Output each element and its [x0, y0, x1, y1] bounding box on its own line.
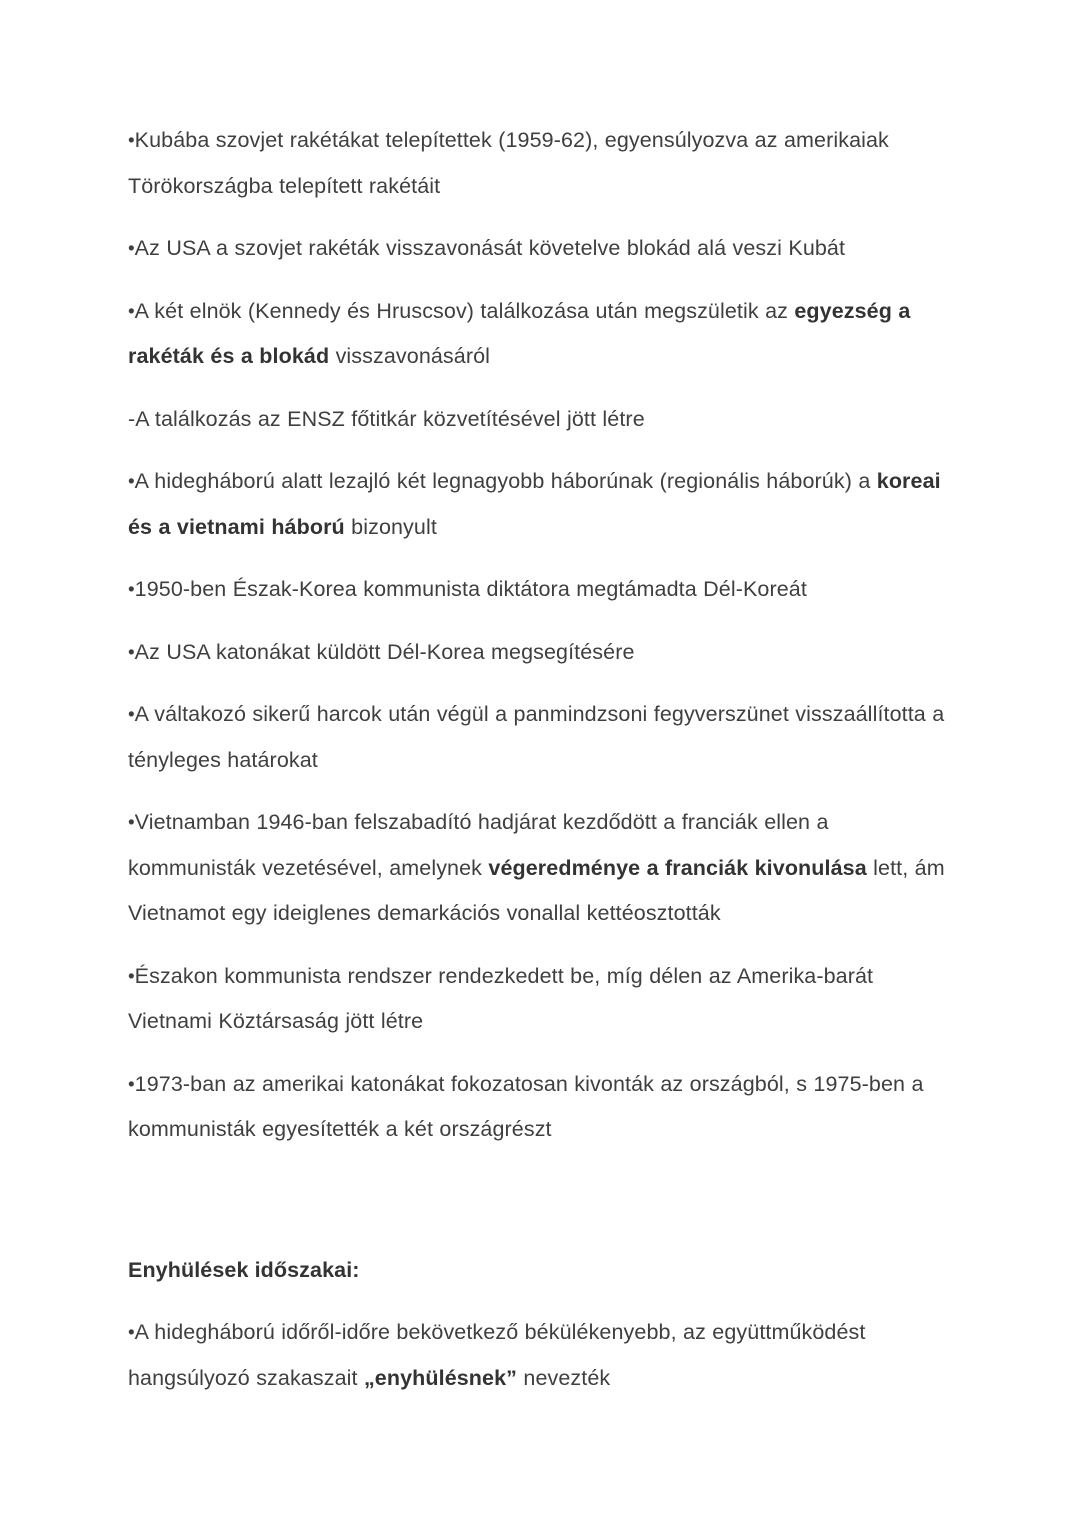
body-text-run: Északon kommunista rendszer rendezkedett be, míg délen az Amerika-barát Vietnami Köztársaság jött létre — [128, 963, 874, 1033]
body-text-run: Az USA a szovjet rakéták visszavonását követelve blokád alá veszi Kubát — [134, 236, 846, 260]
emphasis-text-run: egyezség a rakéták és a blokád — [128, 298, 911, 368]
body-text-run: 1973-ban az amerikai katonákat fokozatosan kivonták az országból, s 1975-ben a kommunisták egyesítették a két országrészt — [128, 1071, 924, 1141]
bullet-icon: • — [128, 1074, 135, 1095]
body-text-run: 1950-ben Észak-Korea kommunista diktátora megtámadta Dél-Koreát — [134, 577, 807, 601]
body-text-run: A hidegháború időről-időre bekövetkező békülékenyebb, az együttműködést hangsúlyozó szakaszait — [128, 1320, 866, 1390]
body-text-run: Az USA katonákat küldött Dél-Korea megsegítésére — [134, 639, 635, 664]
body-text-run: visszavonásáról — [329, 344, 491, 368]
heading-enyhulesek-idoszakai — [128, 1248, 960, 1294]
bullet-icon: • — [128, 704, 135, 726]
paragraph-usa-sends-troops — [128, 630, 960, 676]
document-body — [128, 118, 960, 1401]
bullet-icon: • — [128, 301, 135, 322]
body-text-run: A két elnök (Kennedy és Hruscsov) találkozása után megszületik az — [134, 298, 795, 323]
bullet-icon: • — [128, 812, 135, 834]
paragraph-cuba-missiles — [128, 118, 960, 209]
section-spacer — [128, 1170, 960, 1248]
body-text-run: A hidegháború alatt lezajló két legnagyobb háborúnak (regionális háborúk) a — [134, 469, 877, 493]
body-text-run: nevezték — [517, 1365, 611, 1390]
paragraph-north-korea-attack — [128, 567, 960, 613]
emphasis-text-run: végeredménye a franciák kivonulása — [488, 855, 867, 880]
paragraph-north-south-vietnam — [128, 954, 960, 1045]
bullet-icon: • — [128, 471, 135, 493]
body-text-run: Kubába szovjet rakétákat telepítettek (1959-62), egyensúlyozva az amerikaiak Törökországba telepített rakétáit — [128, 128, 889, 198]
body-text-run: Vietnamban 1946-ban felszabadító hadjárat kezdődött a franciák ellen a kommunisták vezetésével, amelynek — [128, 810, 829, 880]
paragraph-usa-blockade — [128, 226, 960, 272]
bullet-icon: • — [128, 238, 135, 260]
bullet-icon: • — [128, 966, 135, 987]
body-text-run: lett, ám Vietnamot egy ideiglenes demarkációs vonallal kettéosztották — [128, 855, 945, 925]
bullet-icon: • — [128, 579, 135, 601]
bullet-icon: • — [128, 642, 135, 663]
body-text-run: A váltakozó sikerű harcok után végül a panmindzsoni fegyverszünet visszaállította a tényleges határokat — [128, 702, 945, 772]
dash-icon: - — [128, 406, 136, 431]
paragraph-vietnam-1946 — [128, 800, 960, 937]
emphasis-text-run: koreai és a vietnami háború — [128, 469, 941, 539]
paragraph-kennedy-hruscsov-agreement — [128, 289, 960, 380]
emphasis-text-run: „enyhülésnek” — [363, 1365, 518, 1390]
paragraph-regional-wars — [128, 459, 960, 550]
body-text-run: A találkozás az ENSZ főtitkár közvetítésével jött létre — [135, 406, 645, 431]
bullet-icon: • — [128, 130, 135, 152]
paragraph-panmunjom-armistice — [128, 692, 960, 783]
body-text-run: bizonyult — [344, 514, 437, 539]
paragraph-1973-withdrawal — [128, 1062, 960, 1153]
bullet-icon: • — [128, 1322, 135, 1344]
heading-text-run: Enyhülések időszakai: — [128, 1257, 360, 1282]
paragraph-ensz-mediation — [128, 397, 960, 443]
paragraph-enyhules-definition — [128, 1310, 960, 1401]
